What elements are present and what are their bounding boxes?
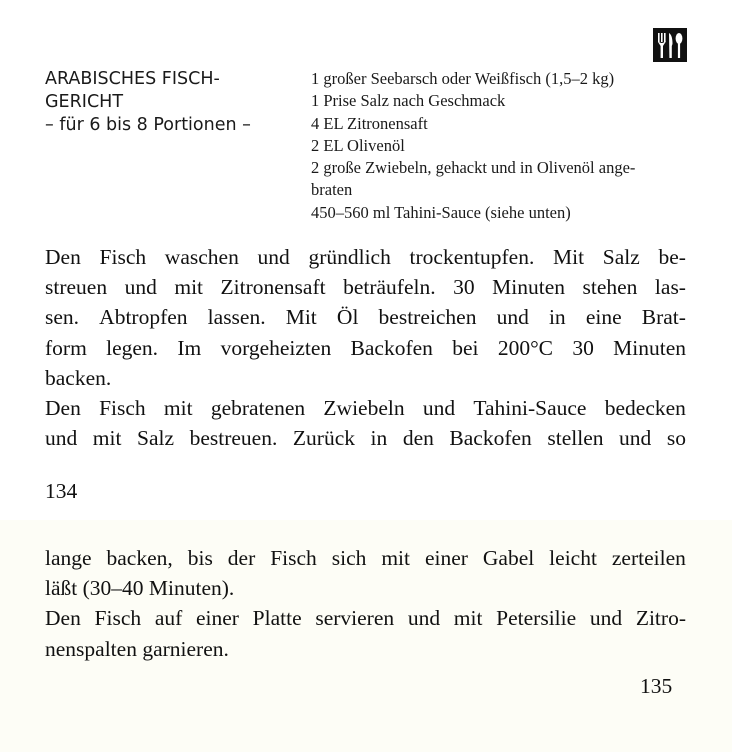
- page-number: 134: [45, 479, 78, 503]
- word: den: [402, 426, 434, 451]
- word: mit: [174, 275, 204, 300]
- word: streuen: [45, 275, 108, 300]
- word: Gabel: [482, 546, 535, 570]
- text-line: [45, 242, 686, 272]
- word: form: [45, 335, 87, 360]
- word: und: [619, 426, 652, 451]
- word: einer: [424, 546, 468, 570]
- word: Den: [45, 245, 81, 269]
- word: auf: [154, 606, 183, 631]
- word: 30: [453, 275, 475, 300]
- text-line: backen.: [45, 365, 112, 390]
- word: bei: [452, 335, 479, 360]
- word: und: [45, 426, 78, 451]
- word: Den: [45, 396, 81, 421]
- text-line: [45, 333, 686, 363]
- recipe-title: [45, 68, 305, 137]
- word: trockentupfen.: [409, 245, 535, 269]
- word: Öl: [336, 305, 359, 330]
- word: in: [548, 305, 566, 330]
- ingredient-item: 1 Prise Salz nach Geschmack: [311, 91, 506, 111]
- title-line: ARABISCHES FISCH-: [45, 69, 220, 89]
- word: Tahini-Sauce: [473, 396, 587, 421]
- word: Minuten: [492, 275, 565, 300]
- word: leicht: [549, 546, 597, 570]
- word: Salz: [137, 426, 175, 451]
- text-line: nenspalten garnieren.: [45, 636, 229, 661]
- page-number: 135: [640, 674, 673, 698]
- word: sich: [331, 546, 367, 570]
- word: zerteilen: [611, 546, 686, 570]
- word: stellen: [547, 426, 604, 451]
- text-line: [45, 393, 686, 423]
- text-line: [45, 603, 686, 633]
- word: bis: [187, 546, 213, 570]
- word: Mit: [553, 245, 585, 269]
- word: stehen: [582, 275, 638, 300]
- word: las-: [654, 275, 686, 300]
- text-line: läßt (30–40 Minuten).: [45, 576, 235, 601]
- text-line: [45, 423, 686, 453]
- ingredient-item: 450–560 ml Tahini-Sauce (siehe unten): [311, 202, 571, 222]
- word: und: [496, 305, 529, 330]
- word: Backofen: [449, 426, 532, 451]
- word: Fisch: [99, 245, 147, 269]
- instructions-page-135: [45, 543, 686, 664]
- word: bestreuen.: [189, 426, 278, 451]
- word: mit: [163, 396, 193, 421]
- text-line: [45, 272, 686, 302]
- word: vorgeheizten: [220, 335, 332, 360]
- word: lange: [45, 546, 92, 570]
- word: Zitro-: [635, 606, 686, 631]
- word: Zurück: [292, 426, 355, 451]
- word: Brat-: [641, 305, 686, 330]
- word: be-: [658, 245, 686, 269]
- word: einer: [195, 606, 239, 631]
- word: lassen.: [207, 305, 266, 330]
- word: in: [370, 426, 388, 451]
- ingredient-item: 1 großer Seebarsch oder Weißfisch (1,5–2 kg): [311, 69, 615, 88]
- word: Im: [177, 335, 202, 360]
- word: Den: [45, 606, 81, 631]
- word: 30: [572, 335, 594, 360]
- word: mit: [453, 606, 483, 631]
- word: so: [666, 426, 686, 451]
- word: und: [124, 275, 157, 300]
- word: und: [407, 606, 441, 631]
- word: Fisch: [270, 546, 317, 570]
- word: Backofen: [350, 335, 433, 360]
- ingredient-item: 4 EL Zitronensaft: [311, 113, 428, 133]
- word: gebratenen: [210, 396, 306, 421]
- word: bestreichen: [378, 305, 477, 330]
- word: Fisch: [94, 606, 142, 631]
- cutlery-icon: [653, 28, 687, 62]
- word: legen.: [106, 335, 159, 360]
- word: gründlich: [308, 245, 391, 269]
- ingredient-item: 2 EL Olivenöl: [311, 135, 405, 155]
- word: Minuten: [613, 335, 686, 360]
- word: Platte: [252, 606, 302, 631]
- word: waschen: [164, 245, 239, 269]
- word: bedecken: [604, 396, 686, 421]
- word: und: [257, 245, 290, 269]
- word: und: [589, 606, 623, 631]
- servings-line: – für 6 bis 8 Portionen –: [45, 115, 251, 135]
- word: Zwiebeln: [323, 396, 405, 421]
- word: Fisch: [99, 396, 146, 421]
- ingredient-item: 2 große Zwiebeln, gehackt und in Olivenöl ange-: [311, 158, 636, 178]
- word: Salz: [602, 245, 640, 269]
- instructions-page-134: [45, 242, 686, 453]
- word: Abtropfen: [99, 305, 188, 330]
- word: und: [422, 396, 456, 421]
- word: servieren: [315, 606, 395, 631]
- word: Petersilie: [496, 606, 577, 631]
- ingredient-item: braten: [311, 180, 353, 200]
- word: eine: [585, 305, 622, 330]
- word: mit: [381, 546, 410, 570]
- word: mit: [92, 426, 122, 451]
- text-line: [45, 302, 686, 332]
- ingredient-list: [311, 68, 691, 224]
- text-line: [45, 543, 686, 573]
- word: 200°C: [497, 335, 554, 360]
- word: Zitronensaft: [220, 275, 326, 300]
- word: sen.: [45, 305, 80, 330]
- word: backen,: [106, 546, 173, 570]
- word: der: [227, 546, 256, 570]
- word: beträufeln.: [343, 275, 436, 300]
- word: Mit: [285, 305, 317, 330]
- title-line: GERICHT: [45, 92, 124, 112]
